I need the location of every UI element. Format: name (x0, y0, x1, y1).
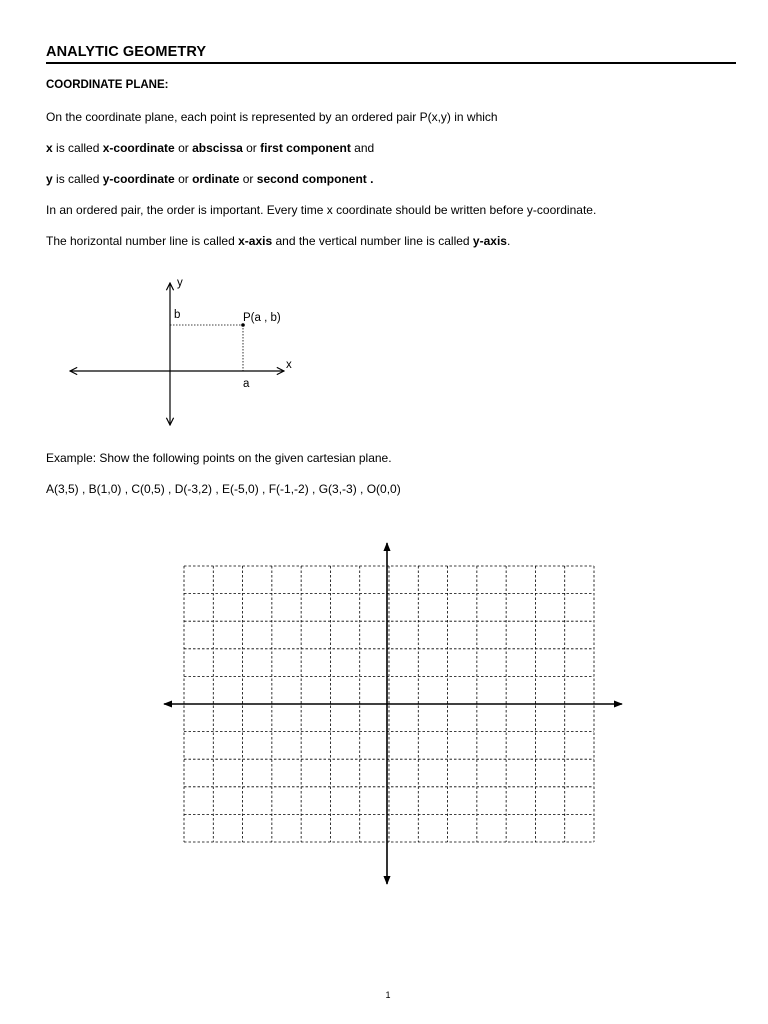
text-segment: and (350, 141, 375, 155)
text-segment: abscissa (192, 141, 243, 155)
text-segment: or (174, 141, 193, 155)
text-segment: is called (52, 172, 103, 186)
diagram-x-label: x (286, 359, 292, 371)
page-title: ANALYTIC GEOMETRY (46, 44, 207, 60)
example-prompt: Example: Show the following points on the given cartesian plane. (46, 451, 392, 465)
page-number: 1 (385, 990, 391, 1000)
definition-line-1: On the coordinate plane, each point is represented by an ordered pair P(x,y) in which (46, 110, 498, 124)
text-segment: y (46, 172, 53, 186)
diagram-y-label: y (177, 277, 183, 289)
text-segment: and the vertical number line is called (272, 234, 473, 248)
text-segment: y-axis (472, 234, 507, 248)
text-segment: The horizontal number line is called (46, 234, 239, 248)
text-segment: x-coordinate (102, 141, 175, 155)
text-segment: second component . (256, 172, 374, 186)
text-segment: or (239, 172, 257, 186)
text-segment: ordinate (192, 172, 240, 186)
text-segment: is called (52, 141, 103, 155)
text-segment: x-axis (238, 234, 273, 248)
points-list: A(3,5) , B(1,0) , C(0,5) , D(-3,2) , E(-5,0) , F(-1,-2) , G(3,-3) , O(0,0) (46, 482, 401, 496)
text-segment: first component (260, 141, 351, 155)
text-segment: y-coordinate (102, 172, 175, 186)
diagram-a-label: a (243, 378, 250, 390)
diagram-point-label: P(a , b) (243, 312, 281, 324)
section-heading: COORDINATE PLANE: (46, 79, 169, 91)
text-segment: or (174, 172, 193, 186)
text-segment: or (242, 141, 261, 155)
text-segment: . (506, 234, 511, 248)
text-segment: x (46, 141, 53, 155)
diagram-b-label: b (174, 309, 181, 321)
definition-line-order: In an ordered pair, the order is important. Every time x coordinate should be written before y-coordinate. (46, 203, 597, 217)
